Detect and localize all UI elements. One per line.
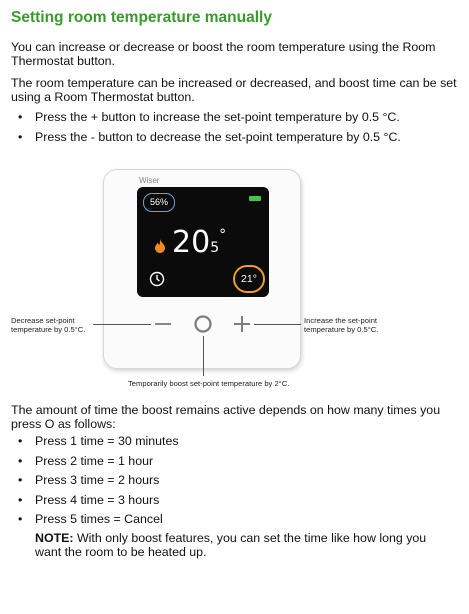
boost-bullet-list [11, 433, 179, 531]
current-temperature [172, 225, 226, 260]
button-bullet-list [11, 109, 401, 148]
callout-line-left [93, 324, 151, 325]
temperature-decimal: 5 [210, 240, 220, 256]
list-item: • Press 3 time = 2 hours [11, 472, 179, 492]
page-title: Setting room temperature manually [11, 9, 272, 26]
brand-label: Wiser [139, 176, 160, 185]
temperature-whole: 20 [172, 225, 211, 260]
battery-icon [249, 196, 261, 201]
boost-button[interactable] [193, 314, 213, 334]
clock-icon [149, 271, 165, 287]
list-item: • Press 5 times = Cancel [11, 511, 179, 531]
list-item: • Press 1 time = 30 minutes [11, 433, 179, 453]
list-item: • Press the - button to decrease the set-point temperature by 0.5 °C. [11, 129, 401, 149]
note-label: NOTE: [35, 531, 74, 545]
list-item: • Press the + button to increase the set-point temperature by 0.5 °C. [11, 109, 401, 129]
note [35, 531, 455, 559]
flame-icon [154, 239, 166, 253]
minus-button[interactable] [155, 323, 171, 325]
humidity-badge: 56% [143, 193, 175, 212]
temperature-unit: ° [219, 227, 227, 243]
callout-decrease: Decrease set-point temperature by 0.5°C. [11, 316, 86, 334]
callout-line-right [254, 324, 301, 325]
callout-boost: Temporarily boost set-point temperature by 2°C. [128, 379, 290, 388]
list-item: • Press 4 time = 3 hours [11, 492, 179, 512]
callout-line-bottom [203, 336, 204, 376]
plus-button[interactable] [233, 315, 251, 333]
list-item: • Press 2 time = 1 hour [11, 453, 179, 473]
callout-increase: Increase the set-point temperature by 0.5°C. [304, 316, 379, 334]
thermostat-screen [137, 187, 269, 297]
description-paragraph: The room temperature can be increased or decreased, and boost time can be set using a Room Thermostat button. [11, 76, 457, 104]
boost-paragraph: The amount of time the boost remains active depends on how many times you press O as follows: [11, 403, 441, 431]
setpoint-badge: 21° [233, 265, 265, 293]
note-text: With only boost features, you can set the time like how long you want the room to be heated up. [35, 531, 427, 559]
intro-paragraph: You can increase or decrease or boost the room temperature using the Room Thermostat button. [11, 40, 436, 68]
